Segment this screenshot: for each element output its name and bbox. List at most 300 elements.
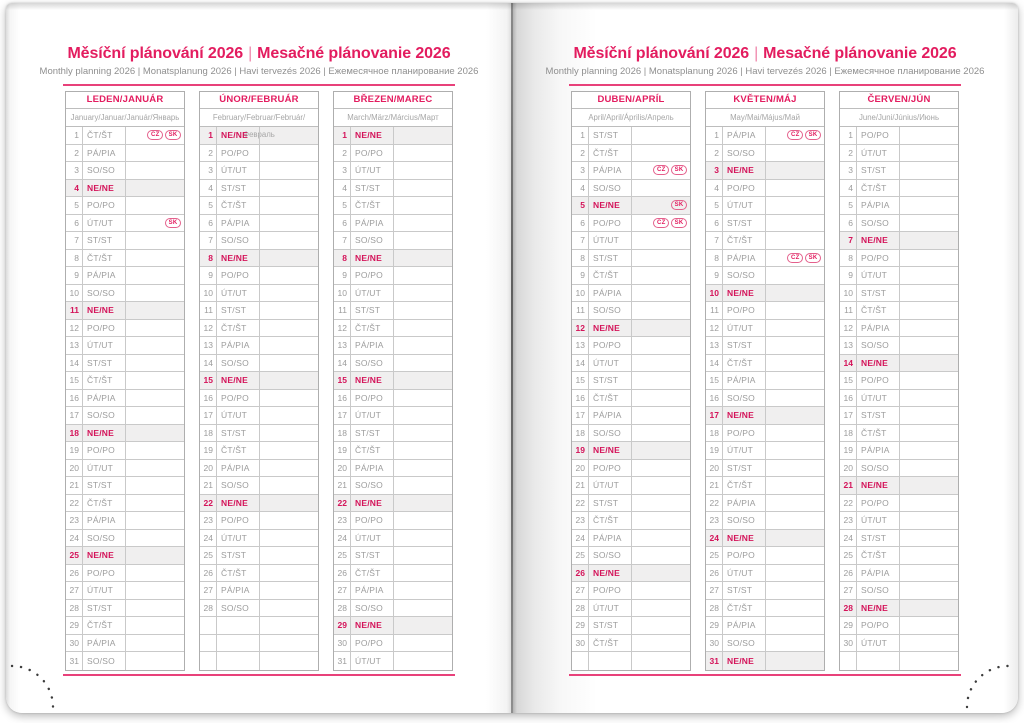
day-row <box>334 180 452 198</box>
day-number: 22 <box>706 495 723 512</box>
day-abbreviation: PO/PO <box>857 127 900 144</box>
day-abbreviation: NE/NE <box>351 372 394 389</box>
day-row <box>334 267 452 285</box>
notes-cell <box>394 477 452 494</box>
day-number: 19 <box>66 442 83 459</box>
notes-cell <box>394 355 452 372</box>
day-abbreviation: NE/NE <box>723 162 766 179</box>
day-number: 29 <box>66 617 83 634</box>
day-number: 16 <box>66 390 83 407</box>
day-number: 20 <box>706 460 723 477</box>
sk-holiday-badge: SK <box>805 253 821 263</box>
day-abbreviation: NE/NE <box>857 355 900 372</box>
day-number: 2 <box>840 145 857 162</box>
day-row <box>66 565 184 583</box>
notes-cell <box>260 355 318 372</box>
day-number: 27 <box>200 582 217 599</box>
empty-day-cell <box>217 652 260 670</box>
day-row <box>334 442 452 460</box>
day-number: 13 <box>334 337 351 354</box>
day-abbreviation: ČT/ŠT <box>857 180 900 197</box>
day-number: 10 <box>840 285 857 302</box>
notes-cell <box>260 530 318 547</box>
day-abbreviation: ČT/ŠT <box>217 197 260 214</box>
month-table <box>705 91 825 671</box>
day-row <box>706 565 824 583</box>
day-number: 21 <box>840 477 857 494</box>
day-row <box>572 530 690 548</box>
day-abbreviation: SO/SO <box>723 390 766 407</box>
page-left <box>6 3 512 713</box>
day-number: 11 <box>706 302 723 319</box>
notes-cell <box>126 512 184 529</box>
notes-cell <box>394 145 452 162</box>
day-row <box>334 460 452 478</box>
day-row <box>840 442 958 460</box>
day-abbreviation: ÚT/UT <box>857 390 900 407</box>
empty-notes-cell <box>632 652 690 670</box>
notes-cell <box>632 530 690 547</box>
day-abbreviation: PÁ/PIA <box>723 495 766 512</box>
notes-cell <box>260 337 318 354</box>
day-abbreviation: ÚT/UT <box>857 635 900 652</box>
notes-cell <box>394 600 452 617</box>
day-abbreviation: ÚT/UT <box>351 162 394 179</box>
day-number: 9 <box>200 267 217 284</box>
notes-cell <box>632 145 690 162</box>
notes-cell <box>900 250 958 267</box>
notes-cell <box>394 407 452 424</box>
month-name: DUBEN/APRÍL <box>572 92 690 109</box>
day-number: 14 <box>706 355 723 372</box>
notes-cell <box>260 547 318 564</box>
day-abbreviation: PÁ/PIA <box>83 145 126 162</box>
day-abbreviation: PO/PO <box>589 337 632 354</box>
day-number: 18 <box>840 425 857 442</box>
day-row-sunday <box>840 355 958 373</box>
day-abbreviation: PÁ/PIA <box>589 407 632 424</box>
notes-cell <box>900 530 958 547</box>
day-number: 21 <box>200 477 217 494</box>
day-abbreviation: PÁ/PIA <box>723 372 766 389</box>
day-abbreviation: ČT/ŠT <box>723 232 766 249</box>
day-row <box>334 582 452 600</box>
day-row <box>200 302 318 320</box>
notes-cell <box>260 442 318 459</box>
day-abbreviation: PO/PO <box>857 617 900 634</box>
day-abbreviation: ÚT/UT <box>217 162 260 179</box>
notes-cell <box>260 582 318 599</box>
day-abbreviation: ST/ST <box>217 180 260 197</box>
day-row <box>200 215 318 233</box>
notes-cell <box>900 442 958 459</box>
day-row <box>572 215 690 233</box>
notes-cell <box>900 302 958 319</box>
day-abbreviation: PO/PO <box>351 267 394 284</box>
day-number: 17 <box>334 407 351 424</box>
day-abbreviation: PÁ/PIA <box>857 442 900 459</box>
notes-cell <box>900 407 958 424</box>
day-row-sunday <box>200 127 318 145</box>
day-number: 12 <box>334 320 351 337</box>
corner-perforation-right <box>958 649 1018 709</box>
day-row <box>840 127 958 145</box>
day-abbreviation: NE/NE <box>589 320 632 337</box>
notes-cell <box>632 215 690 232</box>
day-abbreviation: SO/SO <box>723 635 766 652</box>
day-row <box>572 477 690 495</box>
day-row <box>840 635 958 653</box>
day-row <box>334 390 452 408</box>
day-abbreviation: ÚT/UT <box>351 530 394 547</box>
day-abbreviation: ÚT/UT <box>723 565 766 582</box>
day-abbreviation: ST/ST <box>83 477 126 494</box>
day-number: 9 <box>334 267 351 284</box>
notes-cell <box>766 145 824 162</box>
day-abbreviation: PO/PO <box>857 250 900 267</box>
day-number: 6 <box>706 215 723 232</box>
notes-cell <box>394 565 452 582</box>
notes-cell <box>126 162 184 179</box>
day-abbreviation: ČT/ŠT <box>351 442 394 459</box>
day-row-sunday <box>706 530 824 548</box>
month-subtitle: May/Mai/Május/Май <box>706 109 824 127</box>
day-number: 6 <box>66 215 83 232</box>
day-row <box>840 390 958 408</box>
day-row <box>334 285 452 303</box>
day-abbreviation: ÚT/UT <box>83 582 126 599</box>
day-row <box>572 127 690 145</box>
day-row-sunday <box>334 495 452 513</box>
notes-cell <box>126 617 184 634</box>
notes-cell <box>260 460 318 477</box>
day-abbreviation: PÁ/PIA <box>857 320 900 337</box>
notes-cell <box>900 512 958 529</box>
day-row <box>200 600 318 618</box>
notes-cell <box>632 495 690 512</box>
day-abbreviation: SO/SO <box>217 600 260 617</box>
day-number: 25 <box>572 547 589 564</box>
day-abbreviation: ÚT/UT <box>723 442 766 459</box>
day-number: 14 <box>840 355 857 372</box>
notes-cell <box>260 512 318 529</box>
day-row <box>706 355 824 373</box>
day-number: 8 <box>334 250 351 267</box>
notes-cell <box>394 302 452 319</box>
notes-cell <box>394 582 452 599</box>
day-number: 30 <box>66 635 83 652</box>
empty-number-cell <box>840 652 857 670</box>
notes-cell <box>394 267 452 284</box>
notes-cell <box>900 267 958 284</box>
day-number: 11 <box>334 302 351 319</box>
day-number: 19 <box>706 442 723 459</box>
day-abbreviation: ST/ST <box>589 495 632 512</box>
day-abbreviation: PÁ/PIA <box>723 250 766 267</box>
day-number: 9 <box>572 267 589 284</box>
day-row <box>334 652 452 670</box>
notes-cell <box>632 477 690 494</box>
day-row <box>66 215 184 233</box>
day-abbreviation: PÁ/PIA <box>217 337 260 354</box>
day-number: 28 <box>840 600 857 617</box>
day-number: 20 <box>334 460 351 477</box>
notes-cell <box>394 652 452 670</box>
sk-holiday-badge: SK <box>671 200 687 210</box>
notes-cell <box>632 355 690 372</box>
day-row <box>706 320 824 338</box>
day-number: 17 <box>200 407 217 424</box>
day-abbreviation: ST/ST <box>83 355 126 372</box>
day-abbreviation: PÁ/PIA <box>217 582 260 599</box>
day-abbreviation: ČT/ŠT <box>589 267 632 284</box>
day-row <box>572 337 690 355</box>
day-row <box>200 460 318 478</box>
day-row <box>66 495 184 513</box>
notes-cell <box>900 337 958 354</box>
day-row <box>200 145 318 163</box>
day-abbreviation: ČT/ŠT <box>83 495 126 512</box>
day-number: 30 <box>840 635 857 652</box>
day-number: 15 <box>572 372 589 389</box>
notes-cell <box>394 635 452 652</box>
day-number: 20 <box>200 460 217 477</box>
day-row <box>572 267 690 285</box>
notes-cell <box>766 372 824 389</box>
day-number: 23 <box>840 512 857 529</box>
day-row-sunday <box>840 600 958 618</box>
empty-notes-cell <box>260 652 318 670</box>
day-number: 7 <box>200 232 217 249</box>
cz-holiday-badge: CZ <box>653 218 669 228</box>
day-number: 6 <box>334 215 351 232</box>
notes-cell <box>126 355 184 372</box>
notes-cell <box>632 617 690 634</box>
day-abbreviation: NE/NE <box>351 250 394 267</box>
day-row <box>200 425 318 443</box>
day-abbreviation: ČT/ŠT <box>83 127 126 144</box>
day-abbreviation: ST/ST <box>723 215 766 232</box>
day-abbreviation: SO/SO <box>217 355 260 372</box>
day-abbreviation: PÁ/PIA <box>589 162 632 179</box>
day-row <box>572 635 690 653</box>
day-row <box>840 547 958 565</box>
day-abbreviation: NE/NE <box>857 600 900 617</box>
day-abbreviation: NE/NE <box>723 407 766 424</box>
notes-cell <box>766 197 824 214</box>
day-number: 17 <box>840 407 857 424</box>
day-number: 20 <box>840 460 857 477</box>
day-row <box>66 127 184 145</box>
day-row <box>66 355 184 373</box>
day-row-sunday <box>334 372 452 390</box>
notes-cell <box>394 320 452 337</box>
notes-cell <box>900 355 958 372</box>
day-number: 21 <box>706 477 723 494</box>
notes-cell <box>900 320 958 337</box>
notes-cell <box>900 145 958 162</box>
notes-cell <box>900 390 958 407</box>
day-row <box>572 547 690 565</box>
day-number: 23 <box>66 512 83 529</box>
day-row <box>572 180 690 198</box>
day-number: 30 <box>572 635 589 652</box>
notes-cell <box>766 495 824 512</box>
day-abbreviation: PO/PO <box>217 512 260 529</box>
day-row <box>840 407 958 425</box>
notes-cell <box>900 582 958 599</box>
day-number: 31 <box>706 652 723 670</box>
notes-cell <box>260 425 318 442</box>
notes-cell <box>766 390 824 407</box>
notes-cell <box>126 302 184 319</box>
day-row <box>200 565 318 583</box>
day-abbreviation: ST/ST <box>857 407 900 424</box>
day-row <box>706 337 824 355</box>
day-abbreviation: ČT/ŠT <box>351 565 394 582</box>
day-row <box>840 145 958 163</box>
day-row <box>334 512 452 530</box>
notes-cell <box>766 600 824 617</box>
notes-cell <box>260 267 318 284</box>
day-number: 25 <box>840 547 857 564</box>
notes-cell <box>766 232 824 249</box>
day-row-sunday <box>66 302 184 320</box>
day-number: 31 <box>66 652 83 670</box>
day-abbreviation: PÁ/PIA <box>723 617 766 634</box>
notes-cell <box>394 460 452 477</box>
notes-cell <box>900 197 958 214</box>
day-number: 28 <box>66 600 83 617</box>
empty-number-cell <box>572 652 589 670</box>
day-abbreviation: SO/SO <box>589 425 632 442</box>
day-abbreviation: SO/SO <box>83 407 126 424</box>
day-number: 9 <box>66 267 83 284</box>
notes-cell <box>260 215 318 232</box>
day-abbreviation: PO/PO <box>83 197 126 214</box>
day-row <box>706 372 824 390</box>
day-number: 20 <box>66 460 83 477</box>
notes-cell <box>126 285 184 302</box>
day-number: 13 <box>706 337 723 354</box>
day-abbreviation: PO/PO <box>723 425 766 442</box>
day-number: 16 <box>572 390 589 407</box>
page-subtitle: Monthly planning 2026 | Monatsplanung 2026 | Havi tervezés 2026 | Ежемесячное планирование 2026 <box>545 66 985 77</box>
day-row-sunday <box>334 250 452 268</box>
day-abbreviation: NE/NE <box>83 180 126 197</box>
day-row <box>334 320 452 338</box>
day-abbreviation: ČT/ŠT <box>589 145 632 162</box>
day-number: 6 <box>572 215 589 232</box>
corner-perforation-left <box>6 649 66 709</box>
notes-cell <box>394 127 452 144</box>
notes-cell <box>126 390 184 407</box>
notes-cell <box>126 565 184 582</box>
day-number: 23 <box>572 512 589 529</box>
day-abbreviation: SO/SO <box>723 512 766 529</box>
day-abbreviation: ST/ST <box>351 180 394 197</box>
day-number: 4 <box>334 180 351 197</box>
day-abbreviation: NE/NE <box>857 232 900 249</box>
day-abbreviation: ČT/ŠT <box>857 547 900 564</box>
notes-cell <box>126 635 184 652</box>
day-abbreviation: ÚT/UT <box>83 460 126 477</box>
notes-cell <box>126 477 184 494</box>
day-number: 11 <box>572 302 589 319</box>
day-abbreviation: ST/ST <box>589 372 632 389</box>
empty-day-cell <box>589 652 632 670</box>
cz-holiday-badge: CZ <box>787 253 803 263</box>
day-number: 12 <box>706 320 723 337</box>
notes-cell <box>126 442 184 459</box>
day-abbreviation: ČT/ŠT <box>589 390 632 407</box>
month-subtitle: April/April/Április/Апрель <box>572 109 690 127</box>
day-abbreviation: ČT/ŠT <box>217 320 260 337</box>
day-number: 21 <box>66 477 83 494</box>
page-title: Měsíční plánování 2026 | Mesačné plánovanie 2026 <box>67 45 451 62</box>
day-row <box>200 355 318 373</box>
notes-cell <box>260 232 318 249</box>
day-number: 17 <box>66 407 83 424</box>
day-abbreviation: ÚT/UT <box>589 355 632 372</box>
day-number: 10 <box>706 285 723 302</box>
notes-cell <box>126 495 184 512</box>
day-row <box>66 337 184 355</box>
day-abbreviation: PÁ/PIA <box>83 512 126 529</box>
notes-cell <box>260 162 318 179</box>
day-row <box>66 652 184 670</box>
day-row <box>200 267 318 285</box>
day-abbreviation: ÚT/UT <box>857 145 900 162</box>
day-number: 5 <box>334 197 351 214</box>
day-number: 1 <box>572 127 589 144</box>
day-number: 23 <box>334 512 351 529</box>
day-row-sunday <box>334 127 452 145</box>
notes-cell <box>632 512 690 529</box>
day-number: 13 <box>840 337 857 354</box>
empty-row <box>840 652 958 670</box>
day-number: 18 <box>200 425 217 442</box>
notes-cell <box>126 320 184 337</box>
day-row <box>572 460 690 478</box>
day-abbreviation: PO/PO <box>723 180 766 197</box>
day-row <box>840 197 958 215</box>
day-row <box>706 250 824 268</box>
day-number: 12 <box>840 320 857 337</box>
day-number: 18 <box>706 425 723 442</box>
day-number: 17 <box>706 407 723 424</box>
notes-cell <box>900 285 958 302</box>
day-number: 19 <box>200 442 217 459</box>
day-number: 11 <box>66 302 83 319</box>
day-abbreviation: ST/ST <box>351 425 394 442</box>
day-number: 31 <box>334 652 351 670</box>
day-number: 27 <box>840 582 857 599</box>
day-row <box>66 512 184 530</box>
day-row <box>334 530 452 548</box>
day-abbreviation: PÁ/PIA <box>351 337 394 354</box>
month-tables-right <box>512 91 1018 671</box>
day-row <box>706 442 824 460</box>
day-abbreviation: SO/SO <box>217 477 260 494</box>
day-number: 30 <box>706 635 723 652</box>
day-number: 8 <box>840 250 857 267</box>
page-right <box>512 3 1018 713</box>
day-row <box>840 250 958 268</box>
day-abbreviation: ST/ST <box>857 162 900 179</box>
day-number: 10 <box>66 285 83 302</box>
day-abbreviation: SO/SO <box>351 477 394 494</box>
